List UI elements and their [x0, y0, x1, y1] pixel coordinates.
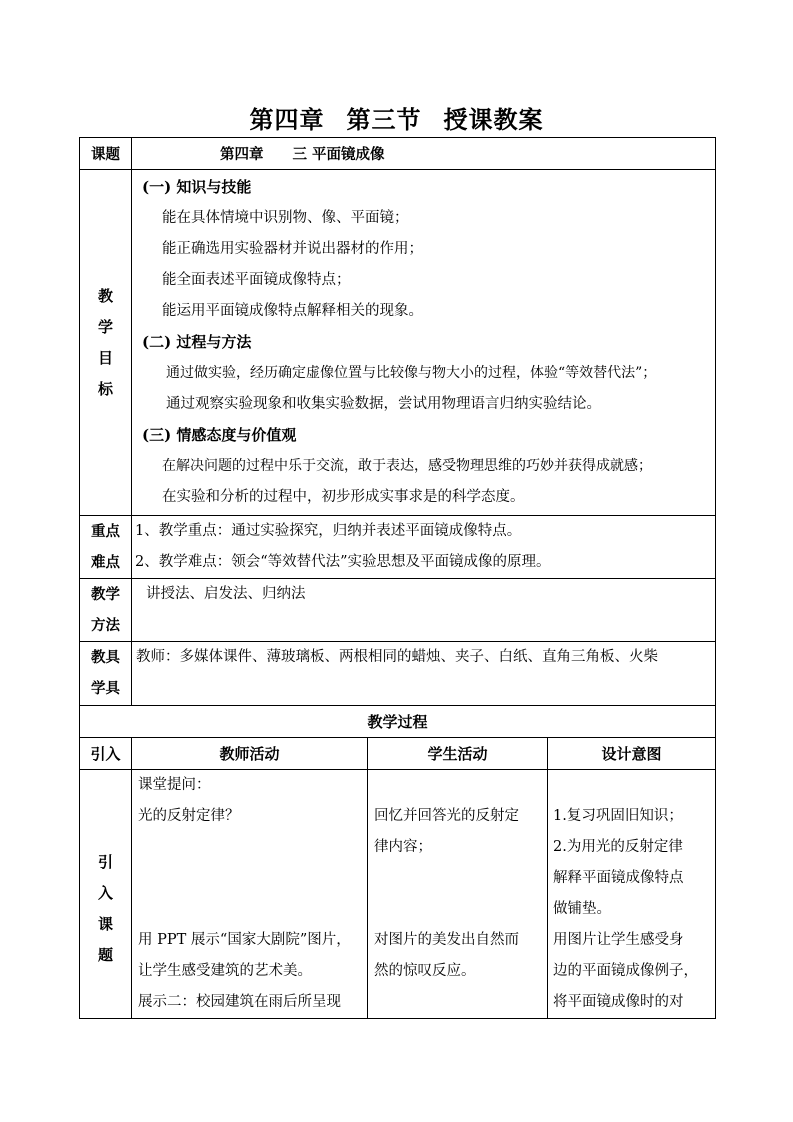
tools-label-line: 学具 [91, 680, 120, 697]
student-line: 律内容； [374, 839, 432, 855]
method-label [80, 579, 132, 642]
knowledge-item: 能运用平面镜成像特点解释相关的现象。 [162, 303, 423, 319]
objectives-content [132, 170, 716, 516]
key-point-item: 2、教学难点：领会“等效替代法”实验思想及平面镜成像的原理。 [135, 554, 551, 570]
design-line [553, 770, 715, 801]
knowledge-item: 能在具体情境中识别物、像、平面镜； [162, 210, 409, 226]
method-value: 讲授法、启发法、归纳法 [146, 586, 306, 602]
objectives-label-char: 目 [97, 348, 113, 367]
process-item: 通过做实验，经历确定虚像位置与比较像与物大小的过程，体验“等效替代法”； [166, 365, 657, 381]
student-line: 对图片的美发出自然而 [374, 932, 519, 948]
key-points-label-line: 难点 [91, 554, 120, 571]
student-line: 回忆并回答光的反射定 [374, 808, 519, 824]
process-heading: (二) 过程与方法 [142, 333, 252, 351]
tools-label [80, 642, 132, 706]
process-header-row [80, 738, 716, 770]
lesson-plan-table [79, 137, 716, 1019]
header-stage: 引入 [80, 738, 132, 770]
knowledge-item: 能正确选用实验器材并说出器材的作用； [162, 241, 423, 257]
teacher-line [138, 894, 367, 925]
knowledge-heading: (一) 知识与技能 [142, 178, 252, 196]
title-chapter: 第四章 [249, 105, 325, 134]
key-point-item: 1、教学重点：通过实验探究，归纳并表述平面镜成像特点。 [135, 523, 522, 539]
objectives-label-char: 标 [97, 379, 113, 398]
stage-label-char: 引 [97, 853, 113, 871]
student-activity [368, 770, 548, 1019]
student-line [374, 987, 547, 1018]
method-content [132, 579, 716, 642]
title-section: 第三节 [346, 105, 422, 134]
teacher-line: 展示二：校园建筑在雨后所呈现 [138, 994, 341, 1010]
design-line: 2.为用光的反射定律 [553, 839, 683, 855]
process-content-row [80, 770, 716, 1019]
knowledge-item: 能全面表述平面镜成像特点； [162, 272, 351, 288]
teacher-activity [132, 770, 368, 1019]
header-teacher: 教师活动 [132, 738, 368, 770]
stage-label-char: 入 [97, 884, 113, 902]
tools-row [80, 642, 716, 706]
stage-label-char: 课 [97, 915, 113, 933]
header-student: 学生活动 [368, 738, 548, 770]
header-design: 设计意图 [548, 738, 716, 770]
stage-label-char: 题 [97, 946, 113, 964]
tools-label-line: 教具 [91, 649, 120, 666]
topic-label: 课题 [80, 138, 132, 170]
topic-value: 第四章 三 平面镜成像 [132, 138, 716, 170]
process-title-row [80, 706, 716, 738]
key-points-row [80, 516, 716, 579]
method-label-line: 教学 [91, 586, 120, 603]
title-kind: 授课教案 [443, 105, 544, 134]
student-line: 然的惊叹反应。 [374, 963, 476, 979]
teacher-line: 光的反射定律？ [138, 808, 240, 824]
process-item: 通过观察实验现象和收集实验数据，尝试用物理语言归纳实验结论。 [166, 396, 601, 412]
objectives-label-char: 学 [97, 317, 113, 336]
attitude-heading: (三) 情感态度与价值观 [142, 426, 297, 444]
design-line: 1.复习巩固旧知识； [553, 808, 683, 824]
process-title: 教学过程 [80, 706, 716, 738]
design-line: 解释平面镜成像特点 [553, 870, 684, 886]
objectives-label-char: 教 [97, 286, 113, 305]
tools-content [132, 642, 716, 706]
teacher-line [138, 832, 367, 863]
design-line: 边的平面镜成像例子， [553, 963, 698, 979]
topic-row [80, 138, 716, 170]
design-intent [548, 770, 716, 1019]
student-line [374, 770, 547, 801]
design-line: 将平面镜成像时的对 [553, 994, 684, 1010]
stage-label [80, 770, 132, 1019]
design-line: 做铺垫。 [553, 901, 611, 917]
student-line [374, 894, 547, 925]
teacher-line [138, 863, 367, 894]
key-points-label [80, 516, 132, 579]
teacher-line: 用 PPT 展示“国家大剧院”图片， [138, 932, 351, 948]
teacher-line: 让学生感受建筑的艺术美。 [138, 963, 312, 979]
teacher-line: 课堂提问： [138, 777, 211, 793]
design-line: 用图片让学生感受身 [553, 932, 684, 948]
attitude-item: 在实验和分析的过程中，初步形成实事求是的科学态度。 [162, 489, 525, 505]
method-row [80, 579, 716, 642]
key-points-content [132, 516, 716, 579]
key-points-label-line: 重点 [91, 523, 120, 540]
method-label-line: 方法 [91, 617, 120, 634]
objectives-label [80, 170, 132, 516]
page-title [0, 100, 793, 135]
tools-value: 教师：多媒体课件、薄玻璃板、两根相同的蜡烛、夹子、白纸、直角三角板、火柴 [136, 649, 658, 665]
objectives-row [80, 170, 716, 516]
student-line [374, 863, 547, 894]
attitude-item: 在解决问题的过程中乐于交流，敢于表达，感受物理思维的巧妙并获得成就感； [162, 458, 652, 474]
